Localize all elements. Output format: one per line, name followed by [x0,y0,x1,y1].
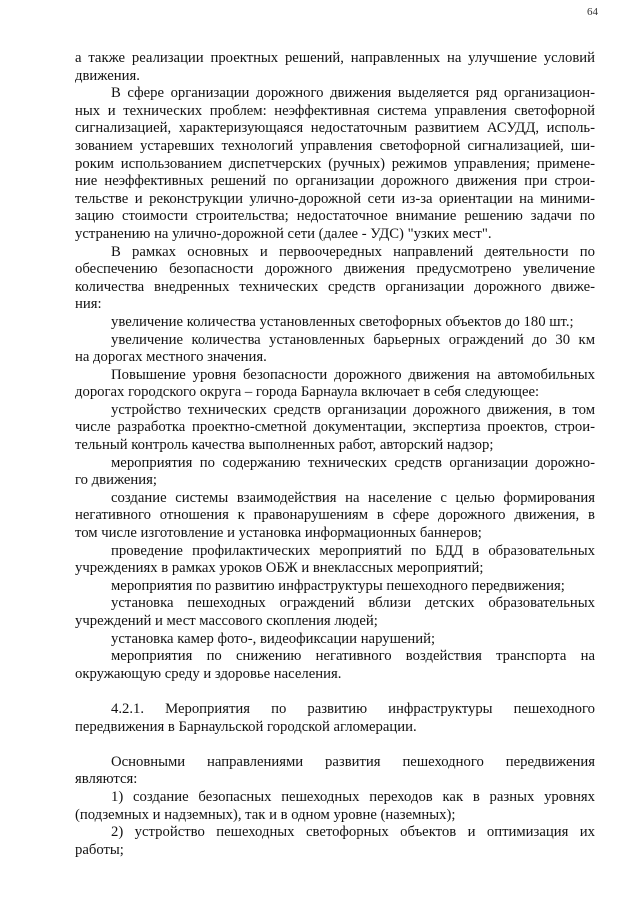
text-line: ных и технических проблем: неэффективная система управления светофорной [75,102,595,119]
text-line: проведение профилактических мероприятий по БДД в образовательных [111,542,595,559]
text-line: установка пешеходных ограждений вблизи детских образовательных [111,595,595,612]
text-line: а также реализации проектных решений, направленных на улучшение условий [75,50,595,66]
paragraph-spacer [75,736,595,754]
paragraph [75,595,595,630]
text-line: устройство технических средств организации дорожного движения, в том [111,401,595,418]
text-line: ния: [75,296,102,313]
text-line: Повышение уровня безопасности дорожного движения на автомобильных [111,366,595,383]
text-line: учреждений и мест массового скопления людей; [75,613,378,629]
text-line: го движения; [75,472,157,489]
text-line: негативного отношения к правонарушениям в сфере дорожного движения, в [75,507,595,524]
paragraph [75,578,595,596]
text-line: мероприятия по содержанию технических средств организации дорожно- [111,454,595,471]
text-line: увеличение количества установленных светофорных объектов до 180 шт.; [111,313,574,330]
text-line: тельстве и реконструкции улично-дорожной сети из-за ориентации на миними- [75,190,595,207]
paragraph [75,543,595,578]
paragraph [75,455,595,490]
text-line: устранению на улично-дорожной сети (далее - УДС) "узких мест". [75,225,492,242]
text-line: учреждениях в рамках уроков ОБЖ и внеклассных мероприятий; [75,560,484,577]
text-line: на дорогах местного значения. [75,349,267,366]
text-line: передвижения в Барнаульской городской агломерации. [75,718,417,735]
paragraph [75,367,595,402]
paragraph [75,631,595,649]
text-line: работы; [75,841,124,858]
paragraph [75,824,595,859]
page-number: 64 [587,6,598,18]
text-line: окружающую среду и здоровье населения. [75,665,342,682]
text-line: увеличение количества установленных барьерных ограждений до 30 км [111,331,595,348]
paragraph [75,50,595,85]
text-line: зацию стоимости строительства; недостаточное внимание решению задачи по [75,208,595,225]
text-line: числе разработка проектно-сметной документации, экспертиза проектов, строи- [75,419,595,436]
text-line: мероприятия по развитию инфраструктуры пешеходного передвижения; [111,577,565,594]
text-line: движения. [75,67,140,84]
text-line: обеспечению безопасности дорожного движения предусмотрено увеличение [75,261,595,278]
text-line: мероприятия по снижению негативного воздействия транспорта на [111,648,595,665]
text-line: В сфере организации дорожного движения выделяется ряд организацион- [111,85,595,102]
paragraph [75,648,595,683]
text-line: ние неэффективных решений по организации дорожного движения при строи- [75,173,595,190]
text-line: том числе изготовление и установка информационных баннеров; [75,525,482,542]
paragraph [75,402,595,455]
paragraph [75,244,595,314]
paragraph [75,789,595,824]
paragraph [75,314,595,332]
text-line: 2) устройство пешеходных светофорных объектов и оптимизация их [111,824,595,841]
paragraph [75,701,595,736]
text-line: роким использованием диспетчерских (ручных) режимов управления; примене- [75,155,595,172]
document-body [75,50,595,859]
text-line: сигнализацией, характеризующаяся недостаточным развитием АСУДД, исполь- [75,120,595,137]
paragraph [75,85,595,243]
text-line: 1) создание безопасных пешеходных переходов как в разных уровнях [111,788,595,805]
text-line: зованием устаревших технологий управления светофорной сигнализацией, ши- [75,137,595,154]
text-line: количества внедренных технических средств организации дорожного движе- [75,278,595,295]
text-line: тельный контроль качества выполненных работ, авторский надзор; [75,437,494,454]
text-line: дорогах городского округа – города Барнаула включает в себя следующее: [75,384,540,401]
text-line: являются: [75,771,138,788]
text-line: В рамках основных и первоочередных направлений деятельности по [111,243,595,260]
text-line: создание системы взаимодействия на население с целью формирования [111,489,595,506]
paragraph-spacer [75,683,595,701]
text-line: установка камер фото-, видеофиксации нарушений; [111,630,436,647]
paragraph [75,754,595,789]
text-line: Основными направлениями развития пешеходного передвижения [111,753,595,770]
paragraph [75,332,595,367]
paragraph [75,490,595,543]
text-line: 4.2.1. Мероприятия по развитию инфраструктуры пешеходного [111,700,595,717]
text-line: (подземных и надземных), так и в одном уровне (наземных); [75,806,456,823]
